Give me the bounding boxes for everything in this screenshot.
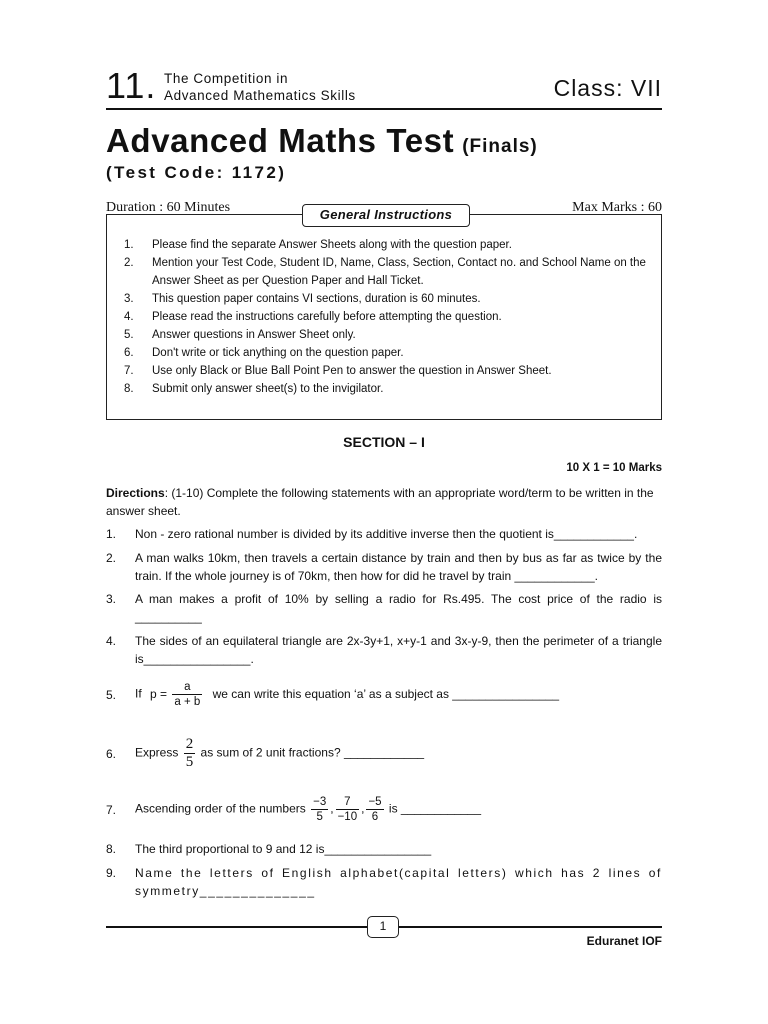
instruction-item bbox=[124, 308, 654, 326]
question-number: 1. bbox=[106, 527, 117, 541]
question-item bbox=[106, 736, 662, 771]
fraction-numerator: a bbox=[172, 680, 202, 695]
question-item bbox=[106, 590, 662, 626]
fraction-denominator: 6 bbox=[371, 811, 379, 823]
instruction-number: 2. bbox=[124, 257, 134, 269]
fraction-denominator: a + b bbox=[174, 696, 201, 708]
instruction-item bbox=[124, 380, 654, 398]
question-text: The sides of an equilateral triangle are 2x-3y+1, x+y-1 and 3x-y-9, then the perimeter of a triangle is________________. bbox=[135, 634, 662, 666]
fraction-denominator: 5 bbox=[185, 754, 194, 770]
question-item bbox=[106, 795, 662, 824]
fraction bbox=[184, 736, 196, 771]
instruction-text: Mention your Test Code, Student ID, Name, Class, Section, Contact no. and School Name on the Answer Sheet as per Question Paper and Hall Ticket. bbox=[152, 257, 646, 287]
instruction-item bbox=[124, 326, 654, 344]
question-suffix: is ____________ bbox=[388, 801, 481, 816]
directions bbox=[106, 485, 662, 520]
question-item bbox=[106, 680, 662, 709]
page-title bbox=[106, 122, 538, 160]
instruction-number: 4. bbox=[124, 311, 134, 323]
instruction-number: 8. bbox=[124, 383, 134, 395]
chapter-number: 11. bbox=[106, 65, 157, 106]
instruction-item bbox=[124, 236, 654, 254]
instruction-number: 1. bbox=[124, 239, 134, 251]
question-text: Non - zero rational number is divided by its additive inverse then the quotient is____________. bbox=[135, 527, 638, 541]
instruction-text: This question paper contains VI sections, duration is 60 minutes. bbox=[152, 293, 481, 305]
question-text: A man walks 10km, then travels a certain distance by train and then by bus as far as twice by the train. If the whole journey is of 70km, then how for did he travel by train ____________. bbox=[135, 551, 662, 583]
fraction bbox=[172, 680, 202, 709]
question-text: The third proportional to 9 and 12 is________________ bbox=[135, 842, 432, 856]
question-text: A man makes a profit of 10% by selling a radio for Rs.495. The cost price of the radio is __________ bbox=[135, 592, 662, 624]
question-prefix: Express bbox=[135, 745, 179, 760]
question-number: 9. bbox=[106, 866, 117, 880]
competition-line-2: Advanced Mathematics Skills bbox=[164, 88, 356, 103]
instruction-text: Use only Black or Blue Ball Point Pen to answer the question in Answer Sheet. bbox=[152, 365, 552, 377]
question-number: 8. bbox=[106, 842, 117, 856]
fraction-denominator: 5 bbox=[316, 811, 323, 823]
question-suffix: as sum of 2 unit fractions? ____________ bbox=[200, 745, 425, 760]
question-number: 5. bbox=[106, 687, 117, 702]
competition-line-1: The Competition in bbox=[164, 71, 289, 86]
duration: Duration : 60 Minutes bbox=[106, 200, 231, 215]
directions-text: : (1-10) Complete the following statements with an appropriate word/term to be written in the answer sheet. bbox=[106, 486, 654, 518]
fraction bbox=[336, 795, 360, 824]
test-code: (Test Code: 1172) bbox=[106, 163, 287, 182]
class-label: Class: VII bbox=[553, 75, 662, 101]
instructions-heading: General Instructions bbox=[302, 204, 470, 227]
question-number: 3. bbox=[106, 592, 117, 606]
question-item bbox=[106, 632, 662, 668]
competition-name bbox=[164, 70, 356, 104]
fraction bbox=[366, 795, 383, 824]
fraction bbox=[311, 795, 328, 824]
instruction-item bbox=[124, 254, 654, 290]
max-marks: Max Marks : 60 bbox=[572, 200, 662, 215]
question-item bbox=[106, 525, 662, 543]
header-divider bbox=[106, 108, 662, 110]
page-number: 1 bbox=[367, 916, 399, 938]
fraction-denominator: −10 bbox=[337, 811, 358, 823]
instruction-number: 7. bbox=[124, 365, 134, 377]
question-prefix: If bbox=[135, 686, 142, 701]
question-item bbox=[106, 840, 662, 858]
question-item bbox=[106, 864, 662, 900]
instruction-number: 6. bbox=[124, 347, 134, 359]
fraction-numerator: 7 bbox=[336, 795, 360, 810]
question-item bbox=[106, 549, 662, 585]
section-heading: SECTION – I bbox=[343, 434, 425, 450]
question-text: Ascending order of the numbers $\frac{-3}{5}$ , $\frac{7}{-10}$ , $\frac{-5}{6}$ is ____________ bbox=[135, 796, 481, 823]
fraction-numerator: −5 bbox=[368, 796, 382, 808]
instruction-text: Please find the separate Answer Sheets along with the question paper. bbox=[152, 239, 512, 251]
question-number: 6. bbox=[106, 746, 117, 761]
question-text: Name the letters of English alphabet(capital letters) which has 2 lines of symmetry______________ bbox=[135, 866, 662, 898]
question-text bbox=[135, 736, 424, 771]
fraction-numerator: −3 bbox=[313, 796, 327, 808]
instruction-text: Answer questions in Answer Sheet only. bbox=[152, 329, 356, 341]
fraction-numerator: 2 bbox=[185, 736, 194, 752]
question-prefix: Ascending order of the numbers bbox=[135, 801, 306, 816]
question-number: 4. bbox=[106, 634, 117, 648]
instruction-number: 5. bbox=[124, 329, 134, 341]
instruction-item bbox=[124, 344, 654, 362]
directions-label: Directions bbox=[106, 486, 165, 500]
title-main: Advanced Maths Test bbox=[106, 122, 455, 159]
instruction-number: 3. bbox=[124, 293, 134, 305]
section-marks: 10 X 1 = 10 Marks bbox=[566, 462, 662, 474]
instruction-item bbox=[124, 362, 654, 380]
instructions-list bbox=[124, 236, 654, 398]
instruction-item bbox=[124, 290, 654, 308]
question-number: 7. bbox=[106, 802, 117, 817]
instruction-text: Submit only answer sheet(s) to the invigilator. bbox=[152, 383, 384, 395]
brand-name: Eduranet IOF bbox=[586, 934, 662, 948]
equation-lhs: p = bbox=[150, 686, 168, 701]
question-suffix: we can write this equation ‘a’ as a subject as ________________ bbox=[212, 686, 560, 701]
instruction-text: Don't write or tick anything on the question paper. bbox=[152, 347, 404, 359]
title-sub: (Finals) bbox=[462, 136, 538, 157]
instruction-text: Please read the instructions carefully before attempting the question. bbox=[152, 311, 502, 323]
question-number: 2. bbox=[106, 551, 117, 565]
question-text bbox=[135, 680, 559, 709]
